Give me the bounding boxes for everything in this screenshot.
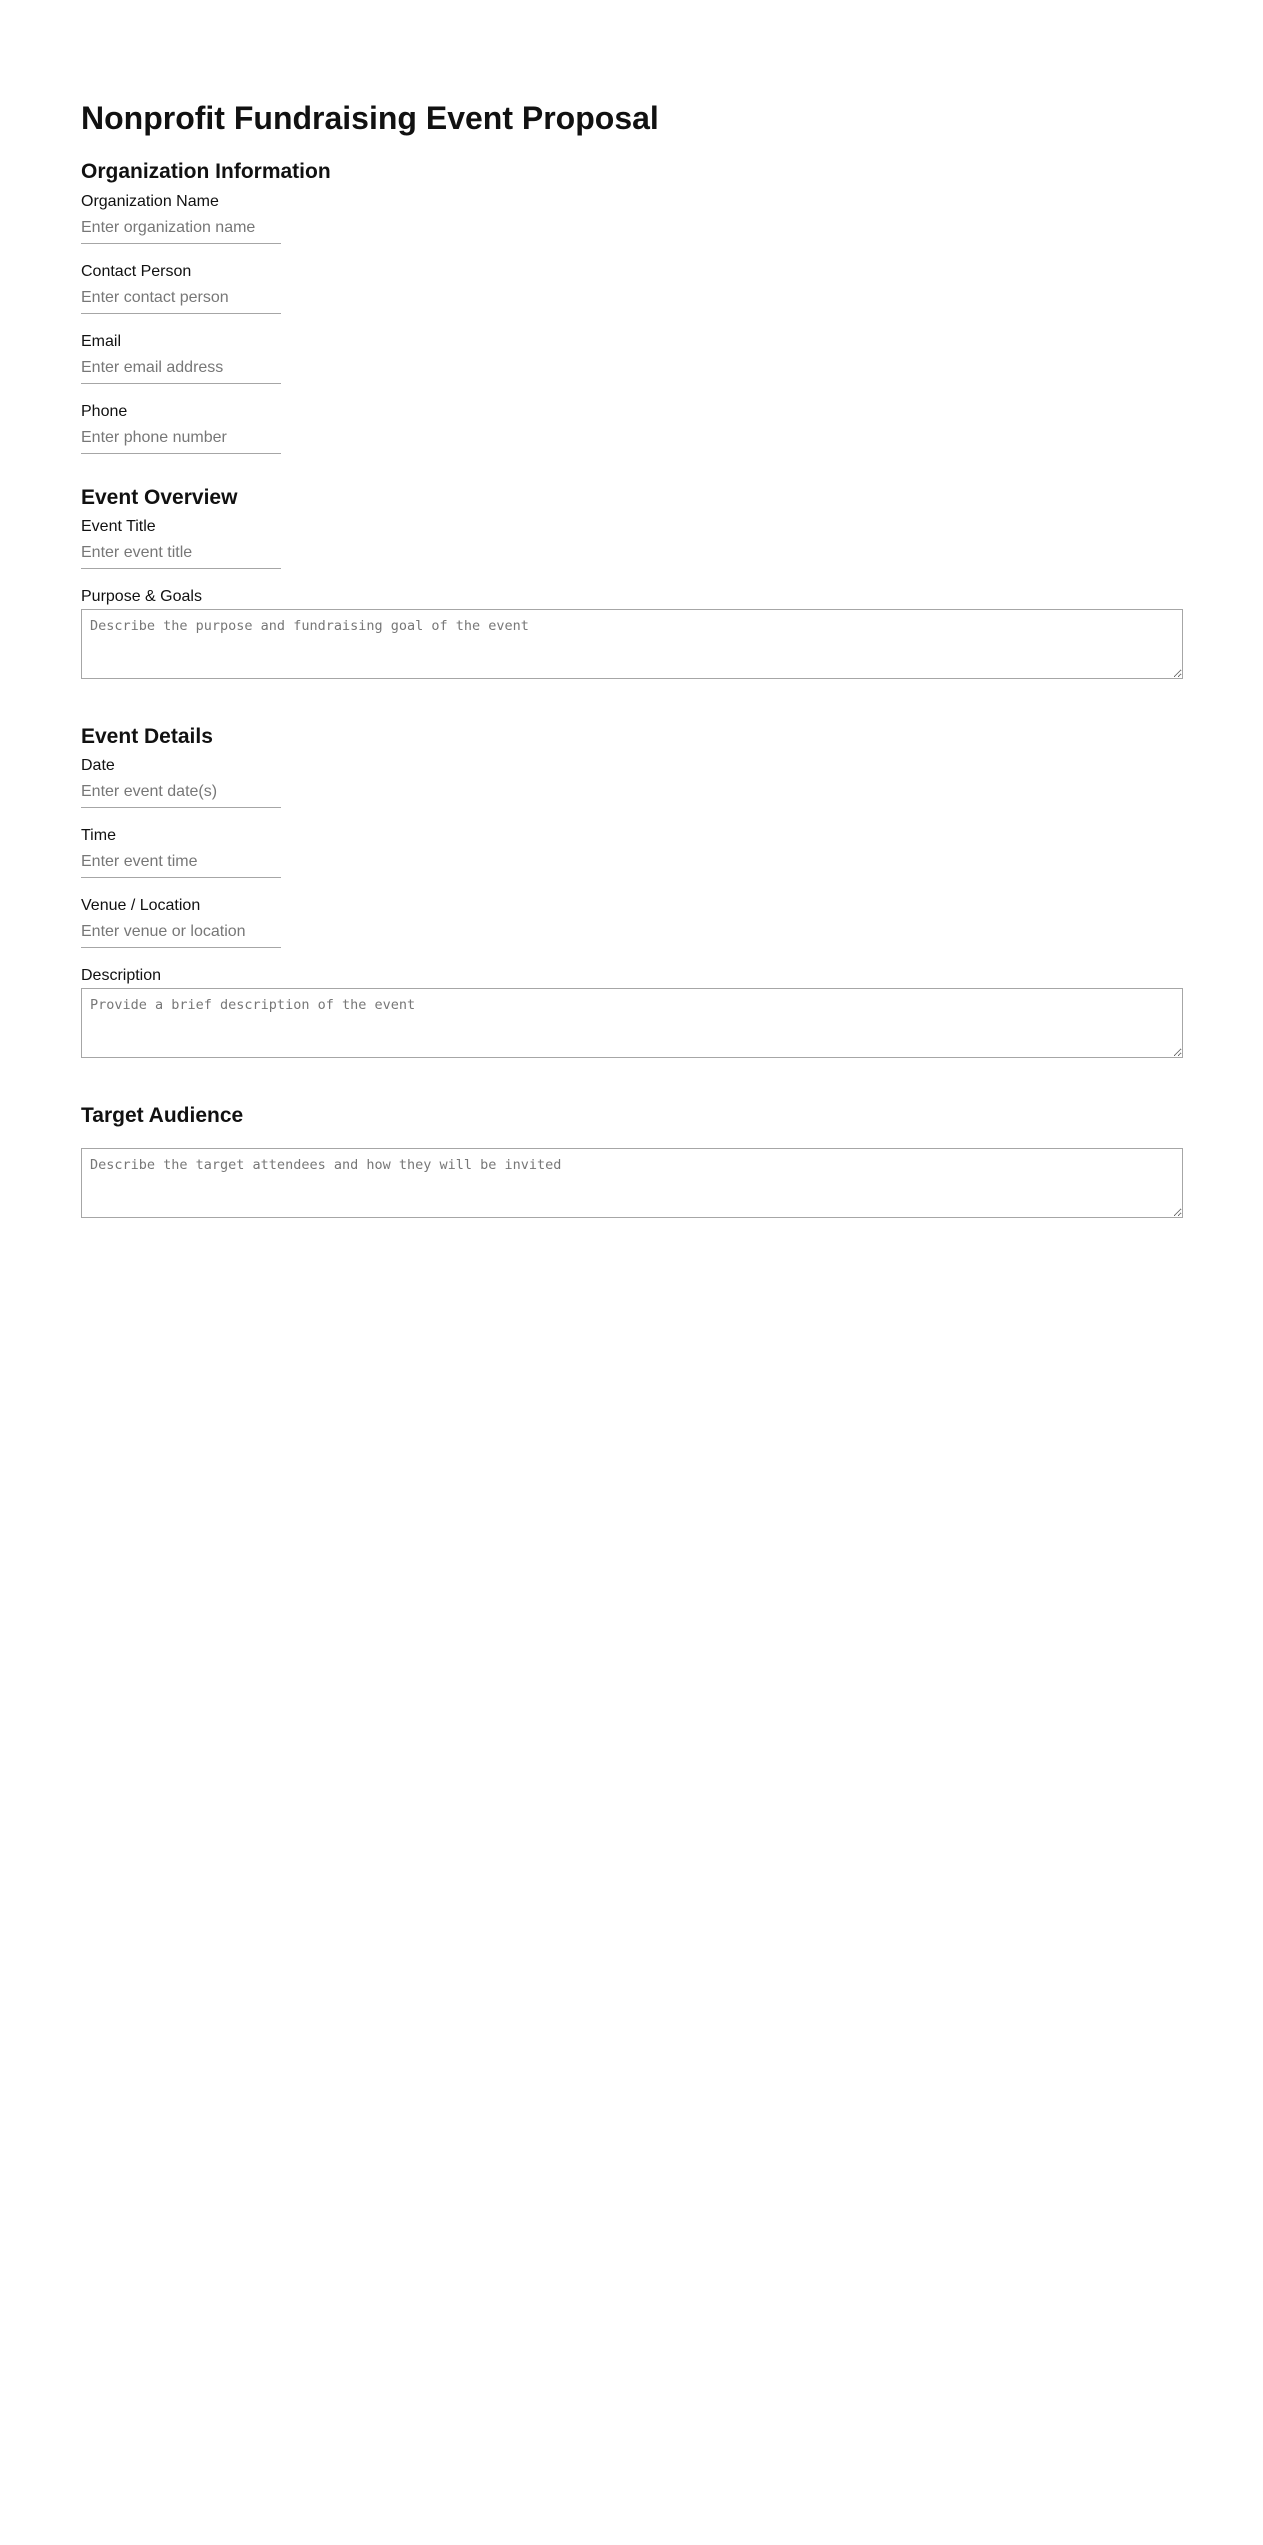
- date-input[interactable]: [81, 776, 281, 808]
- venue-input[interactable]: [81, 916, 281, 948]
- contact-person-field: [81, 262, 1182, 314]
- phone-field: [81, 402, 1182, 454]
- phone-label: Phone: [81, 403, 128, 420]
- contact-person-label: Contact Person: [81, 263, 192, 280]
- email-label: Email: [81, 333, 122, 350]
- section-heading-organization: Organization Information: [81, 160, 331, 183]
- date-field: [81, 756, 1182, 808]
- event-title-field: [81, 517, 1182, 569]
- time-field: [81, 826, 1182, 878]
- target-audience-field: [81, 1148, 1182, 1218]
- target-audience-textarea[interactable]: [81, 1148, 1183, 1218]
- phone-input[interactable]: [81, 422, 281, 454]
- email-field: [81, 332, 1182, 384]
- purpose-goals-label: Purpose & Goals: [81, 588, 202, 605]
- description-label: Description: [81, 967, 162, 984]
- event-title-input[interactable]: [81, 537, 281, 569]
- purpose-goals-field: [81, 587, 1182, 679]
- section-heading-audience: Target Audience: [81, 1104, 244, 1127]
- purpose-goals-textarea[interactable]: [81, 609, 1183, 679]
- email-input[interactable]: [81, 352, 281, 384]
- description-field: [81, 966, 1182, 1058]
- section-heading-details: Event Details: [81, 725, 213, 748]
- organization-name-input[interactable]: [81, 212, 281, 244]
- section-heading-overview: Event Overview: [81, 486, 238, 509]
- time-label: Time: [81, 827, 116, 844]
- venue-label: Venue / Location: [81, 897, 201, 914]
- date-label: Date: [81, 757, 115, 774]
- page-title: Nonprofit Fundraising Event Proposal: [81, 100, 659, 136]
- organization-name-label: Organization Name: [81, 193, 219, 210]
- proposal-form-page: [0, 0, 1263, 1218]
- description-textarea[interactable]: [81, 988, 1183, 1058]
- organization-name-field: [81, 192, 1182, 244]
- time-input[interactable]: [81, 846, 281, 878]
- venue-field: [81, 896, 1182, 948]
- contact-person-input[interactable]: [81, 282, 281, 314]
- event-title-label: Event Title: [81, 518, 156, 535]
